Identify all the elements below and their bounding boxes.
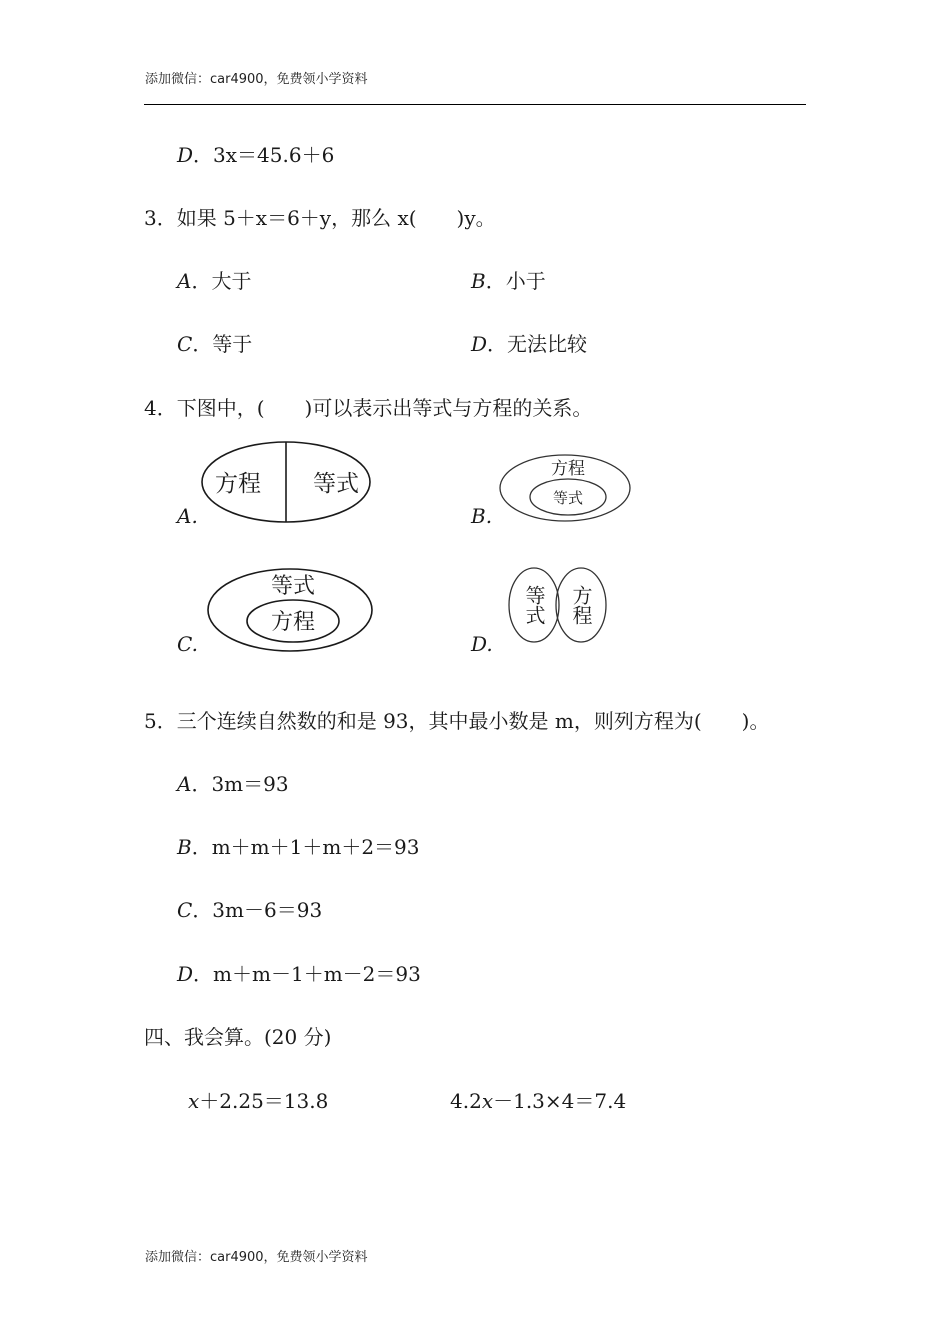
option-text: ．3x＝45.6＋6 [193,143,335,167]
option-letter: B. [471,504,493,528]
option-letter: C. [177,632,198,656]
diagram-a-label-left: 方程 [215,471,261,497]
diagram-d-label-left: 等式 [522,585,546,625]
option-letter: C [177,898,193,922]
q3-option-b [471,265,546,294]
equation-2 [450,1085,626,1114]
option-letter: D. [471,632,493,656]
header-rule [144,104,806,105]
option-letter: D [177,962,194,986]
option-text: ．3m－6＝93 [192,898,323,922]
diagram-b [498,452,634,524]
option-letter: B [471,269,486,293]
diagram-b-label-inner: 等式 [552,489,584,507]
q3-option-d [471,328,587,357]
page-header: 添加微信：car4900，免费领小学资料 [145,72,368,87]
diagram-c [206,566,374,654]
equation-rest: ＋2.25＝13.8 [199,1089,329,1113]
section4-title: 四、我会算。(20 分) [144,1025,332,1049]
equation-variable: x [481,1089,494,1113]
q2-option-d [177,139,334,168]
q5-option-a [177,768,289,797]
option-letter: C [177,332,193,356]
option-text: ．小于 [485,269,546,293]
q5-stem: 5．三个连续自然数的和是 93，其中最小数是 m，则列方程为( )。 [144,709,770,733]
diagram-b-label-outer: 方程 [551,459,585,479]
page-footer: 添加微信：car4900，免费领小学资料 [145,1250,368,1265]
option-text: ．m＋m－1＋m－2＝93 [193,962,421,986]
option-text: ．等于 [192,332,253,356]
option-letter: A [177,772,192,796]
q4-option-a-letter [177,504,198,528]
q5-option-d [177,958,421,987]
option-letter: D [471,332,488,356]
diagram-c-label-inner: 方程 [270,610,316,635]
q3-option-c [177,328,252,357]
q5-option-c [177,894,322,923]
diagram-a [200,439,372,525]
option-letter: B [177,835,192,859]
option-text: ．无法比较 [487,332,588,356]
equation-1 [188,1085,328,1114]
option-text: ．3m＝93 [191,772,289,796]
option-letter: A [177,269,192,293]
diagram-d [506,564,612,646]
diagram-c-label-outer: 等式 [270,574,316,599]
option-text: ．大于 [191,269,252,293]
option-letter: D [177,143,194,167]
q4-option-d-letter [471,632,493,656]
option-text: ．m＋m＋1＋m＋2＝93 [191,835,420,859]
option-letter: A. [177,504,198,528]
equation-variable: x [188,1089,200,1113]
diagram-d-label-right: 方程 [569,585,593,625]
equation-rest: －1.3×4＝7.4 [493,1089,627,1113]
q3-stem: 3．如果 5＋x＝6＋y，那么 x( )y。 [144,206,496,230]
q4-stem: 4．下图中，( )可以表示出等式与方程的关系。 [144,396,593,420]
q4-option-c-letter [177,632,198,656]
q4-option-b-letter [471,504,492,528]
q3-option-a [177,265,251,294]
diagram-a-label-right: 等式 [313,471,359,497]
q5-option-b [177,831,420,860]
equation-coefficient: 4.2 [450,1089,482,1113]
